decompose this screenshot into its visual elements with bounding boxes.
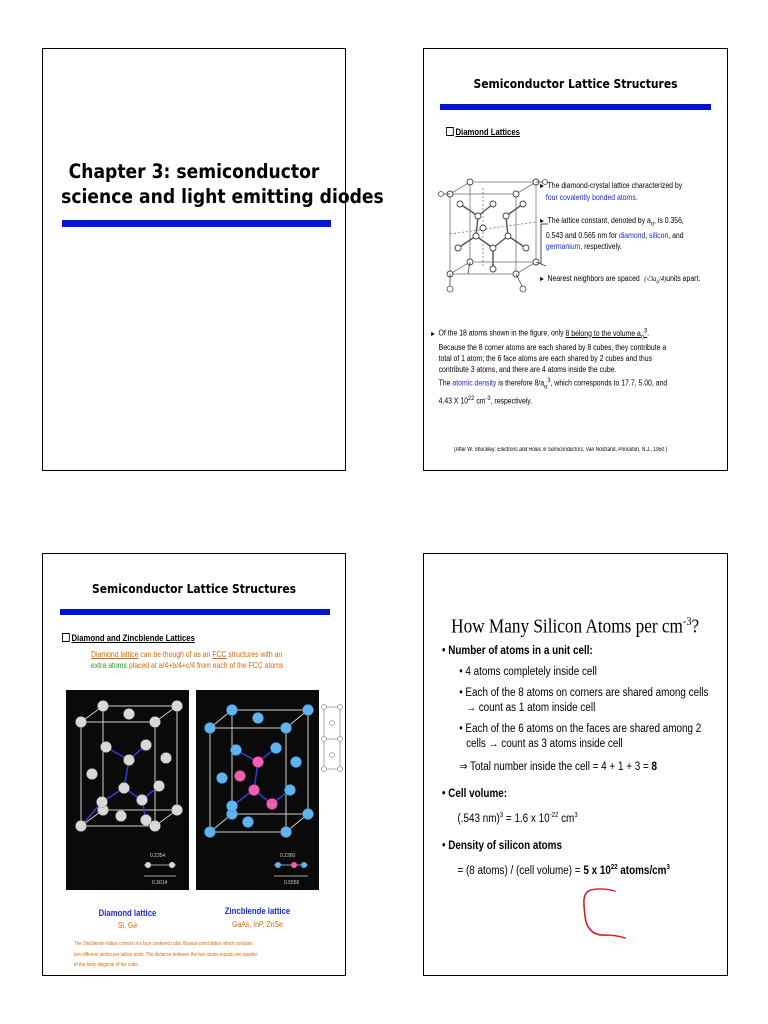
caption-text: Zincblende lattice	[224, 906, 291, 916]
zincblende-lattice-materials	[205, 920, 311, 929]
zincblende-lattice-caption	[205, 906, 311, 916]
point-text: Each of the 8 atoms on corners are shared among cells	[465, 687, 709, 699]
total-text: ⇒ Total number inside the cell = 4 + 1 + 3 =	[459, 761, 652, 773]
heading-text: Cell volume:	[448, 788, 508, 800]
vol-text: (.543 nm)	[457, 812, 500, 825]
chapter-title	[43, 159, 384, 209]
scale-label-a: 0.2354	[150, 853, 166, 859]
word-fcc: FCC	[212, 650, 227, 659]
density-sup: 3	[666, 863, 670, 871]
para-text: The	[438, 378, 453, 388]
superscript: 3	[644, 327, 648, 334]
total-value: 8	[651, 761, 657, 773]
diamond-lattice-materials	[75, 921, 181, 930]
red-bracket-mark	[579, 886, 629, 944]
bullet-text: , respectively.	[580, 241, 622, 251]
scale-label-a: 0.2360	[280, 853, 296, 859]
title-text: How Many Silicon Atoms per cm	[451, 615, 684, 638]
subscript: o	[650, 220, 654, 228]
desc-text: structures with an	[226, 650, 283, 659]
section-heading	[446, 127, 520, 137]
para-line: contribute 3 atoms, and there are 4 atoms inside the cube.	[438, 365, 617, 375]
credit-text: , Van Nostrand, Princeton, N.J., 1950.)	[583, 447, 668, 453]
note-line: two different atoms per lattice point. The distance between the two atoms equals one quarter	[74, 951, 258, 958]
density-line	[442, 860, 708, 879]
heading-density: • Density of silicon atoms	[442, 839, 562, 852]
bullet-text: Nearest neighbors are spaced	[547, 274, 640, 283]
point-text: 4 atoms completely inside cell	[465, 666, 597, 678]
credit-book: Electrons and Holes in Semiconductors	[497, 447, 584, 453]
caption-sub: GaAs, InP, ZnSe	[232, 920, 283, 929]
bullet-text: ,	[645, 230, 650, 240]
section-heading-text: Diamond and Zincblende Lattices	[71, 633, 195, 643]
bullet-text: units apart.	[666, 274, 701, 283]
point-inside: • 4 atoms completely inside cell	[459, 666, 597, 678]
para-text: Of the 18 atoms shown in the figure, only	[438, 328, 566, 338]
point-text: Each of the 6 atoms on the faces are shared among 2	[465, 723, 702, 735]
section-heading	[62, 633, 195, 643]
partial-lattice-figure	[320, 699, 346, 779]
heading-unit-cell: • Number of atoms in a unit cell:	[442, 645, 593, 657]
note-line: of the body diagonal of the cube.	[74, 962, 139, 968]
title-underline-bar	[62, 220, 331, 227]
subscript: o	[544, 383, 548, 391]
diamond-lattice-figure	[438, 174, 548, 302]
heading-cell-volume: • Cell volume:	[442, 788, 508, 800]
title-sup: -3	[683, 614, 692, 628]
atoms-explanation	[442, 644, 708, 879]
slide-zincblende	[42, 553, 346, 976]
chapter-title-line1: Chapter 3: semiconductor	[68, 160, 320, 183]
slide-title	[42, 48, 384, 471]
figure-credit	[454, 447, 667, 453]
desc-text: can be though of as an	[138, 650, 213, 659]
scale-label-b: 0.3014	[152, 880, 168, 886]
point-faces: • Each of the 6 atoms on the faces are shared among 2	[459, 723, 702, 735]
desc-text: placed at a/4+b/4+c/4 from each of the FCC atoms	[126, 661, 284, 670]
checkbox-bullet-icon	[62, 633, 70, 642]
fcc-description	[91, 649, 283, 671]
slide-title: Semiconductor Lattice Structures	[473, 76, 678, 91]
diamond-lattice-image	[66, 690, 189, 890]
para-text: 4.43 X 10	[438, 396, 469, 406]
density-text: = (8 atoms) / (cell volume) =	[457, 864, 584, 877]
diamond-lattice-caption	[75, 908, 181, 918]
slide-title: Semiconductor Lattice Structures	[91, 581, 297, 596]
checkbox-bullet-icon	[446, 127, 454, 136]
slide-diamond-lattice	[423, 48, 728, 471]
point-corners: • Each of the 8 atoms on corners are shared among cells	[459, 687, 709, 699]
nearest-formula	[644, 274, 667, 286]
para-text: , which corresponds to 17.7, 5.00, and	[550, 378, 668, 388]
para-line: total of 1 atom; the 6 face atoms are each shared by 2 cubes and thus	[438, 354, 653, 364]
word-atomic-density: atomic density	[452, 378, 497, 388]
para-underlined: 8 belong to the volume a	[565, 328, 641, 338]
bullet-text-blue: four covalently bonded atoms.	[545, 193, 638, 202]
vol-text: cm	[558, 812, 575, 825]
bullet-text: The diamond-crystal lattice characterized by	[547, 181, 683, 190]
para-line: Because the 8 corner atoms are each shared by 8 cubes, they contribute a	[438, 343, 667, 353]
bullet-lattice-characterized: ► The diamond-crystal lattice characterized by four covalently bonded atoms.	[539, 181, 683, 202]
total-line	[442, 760, 708, 775]
para-text: , respectively.	[490, 396, 533, 406]
vol-sup: -22	[549, 812, 559, 819]
word-diamond: diamond	[618, 230, 646, 240]
bullet-text: , is 0.356,	[653, 216, 684, 225]
caption-sub: Si, Ge	[117, 921, 138, 930]
section-heading-text: Diamond Lattices	[455, 127, 520, 137]
subscript: o	[640, 333, 645, 341]
caption-text: Diamond lattice	[98, 908, 157, 918]
bullet-text: , and	[668, 230, 684, 240]
word-extra-atoms: extra atoms	[91, 661, 127, 670]
density-value: 5 x 10	[583, 864, 611, 877]
bullet-text: The lattice constant, denoted by a	[547, 216, 651, 225]
zincblende-note	[74, 939, 257, 971]
vol-sup: 3	[499, 812, 504, 819]
density-sup: 22	[610, 863, 618, 871]
scale-label-b: 0.5556	[284, 880, 300, 886]
point-text-cont: → count as 1 atom inside cell	[466, 702, 596, 714]
formula-part: (√3a	[644, 274, 657, 283]
slide-silicon-atoms	[423, 553, 728, 976]
para-text: is therefore 8/a	[496, 378, 545, 388]
zincblende-lattice-image	[196, 690, 319, 890]
bullet-lattice-constant: ► The lattice constant, denoted by $a_o$, is 0.356, 0.543 and 0.565 nm for diamond, silicon, and germanium, respectively.	[539, 216, 684, 251]
formula-part: /4)	[659, 274, 667, 283]
heading-text: Density of silicon atoms	[448, 839, 562, 852]
credit-text: (After W. Shockley:	[454, 447, 498, 453]
title-underline-bar	[60, 609, 330, 615]
vol-text: = 1.6 x 10	[503, 812, 550, 825]
point-text-cont: cells → count as 3 atoms inside cell	[466, 738, 623, 750]
title-underline-bar	[440, 104, 711, 110]
para-text: cm	[474, 396, 486, 406]
vol-sup: 3	[574, 812, 578, 819]
density-unit: atoms/cm	[617, 864, 667, 877]
para-text: .	[647, 328, 650, 338]
bullet-text: 0.543 and 0.565 nm for	[545, 230, 619, 240]
heading-text: Number of atoms in a unit cell:	[448, 645, 593, 657]
atoms-paragraph: ► Of the 18 atoms shown in the figure, only 8 belong to the volume $a_o^3$. Because the 8 corner atoms are each shared by 8 cubes, they contribute a total of 1 atom; the 6 face atoms are each shared by 2 cubes and thus contribute 3 atoms, and there are 4 atoms inside the cube. The atomic density is therefore $8/a_o^3$, which corresponds to 17.7, 5.00, and 4.43 X $10^{22}$ $cm^{-3}$, respectively.	[430, 327, 668, 406]
volume-line	[442, 808, 708, 827]
superscript: -3	[485, 394, 491, 402]
chapter-title-line2: science and light emitting diodes	[61, 185, 384, 208]
title-text: ?	[691, 615, 700, 638]
word-diamond-lattice: Diamond lattice	[91, 650, 139, 659]
slide-title	[424, 614, 727, 639]
formula-sub: o	[656, 278, 660, 286]
word-germanium: germanium	[545, 241, 581, 251]
bullet-nearest-neighbors: ► Nearest neighbors are spaced $(√3a_o/4)units$ apart.	[539, 274, 701, 286]
superscript: 22	[468, 394, 475, 402]
superscript: 3	[547, 377, 551, 385]
note-line: The Zincblende lattice consist of a face centered cubic Bravais point lattice which contains	[74, 941, 253, 947]
word-silicon: silicon	[649, 230, 669, 240]
